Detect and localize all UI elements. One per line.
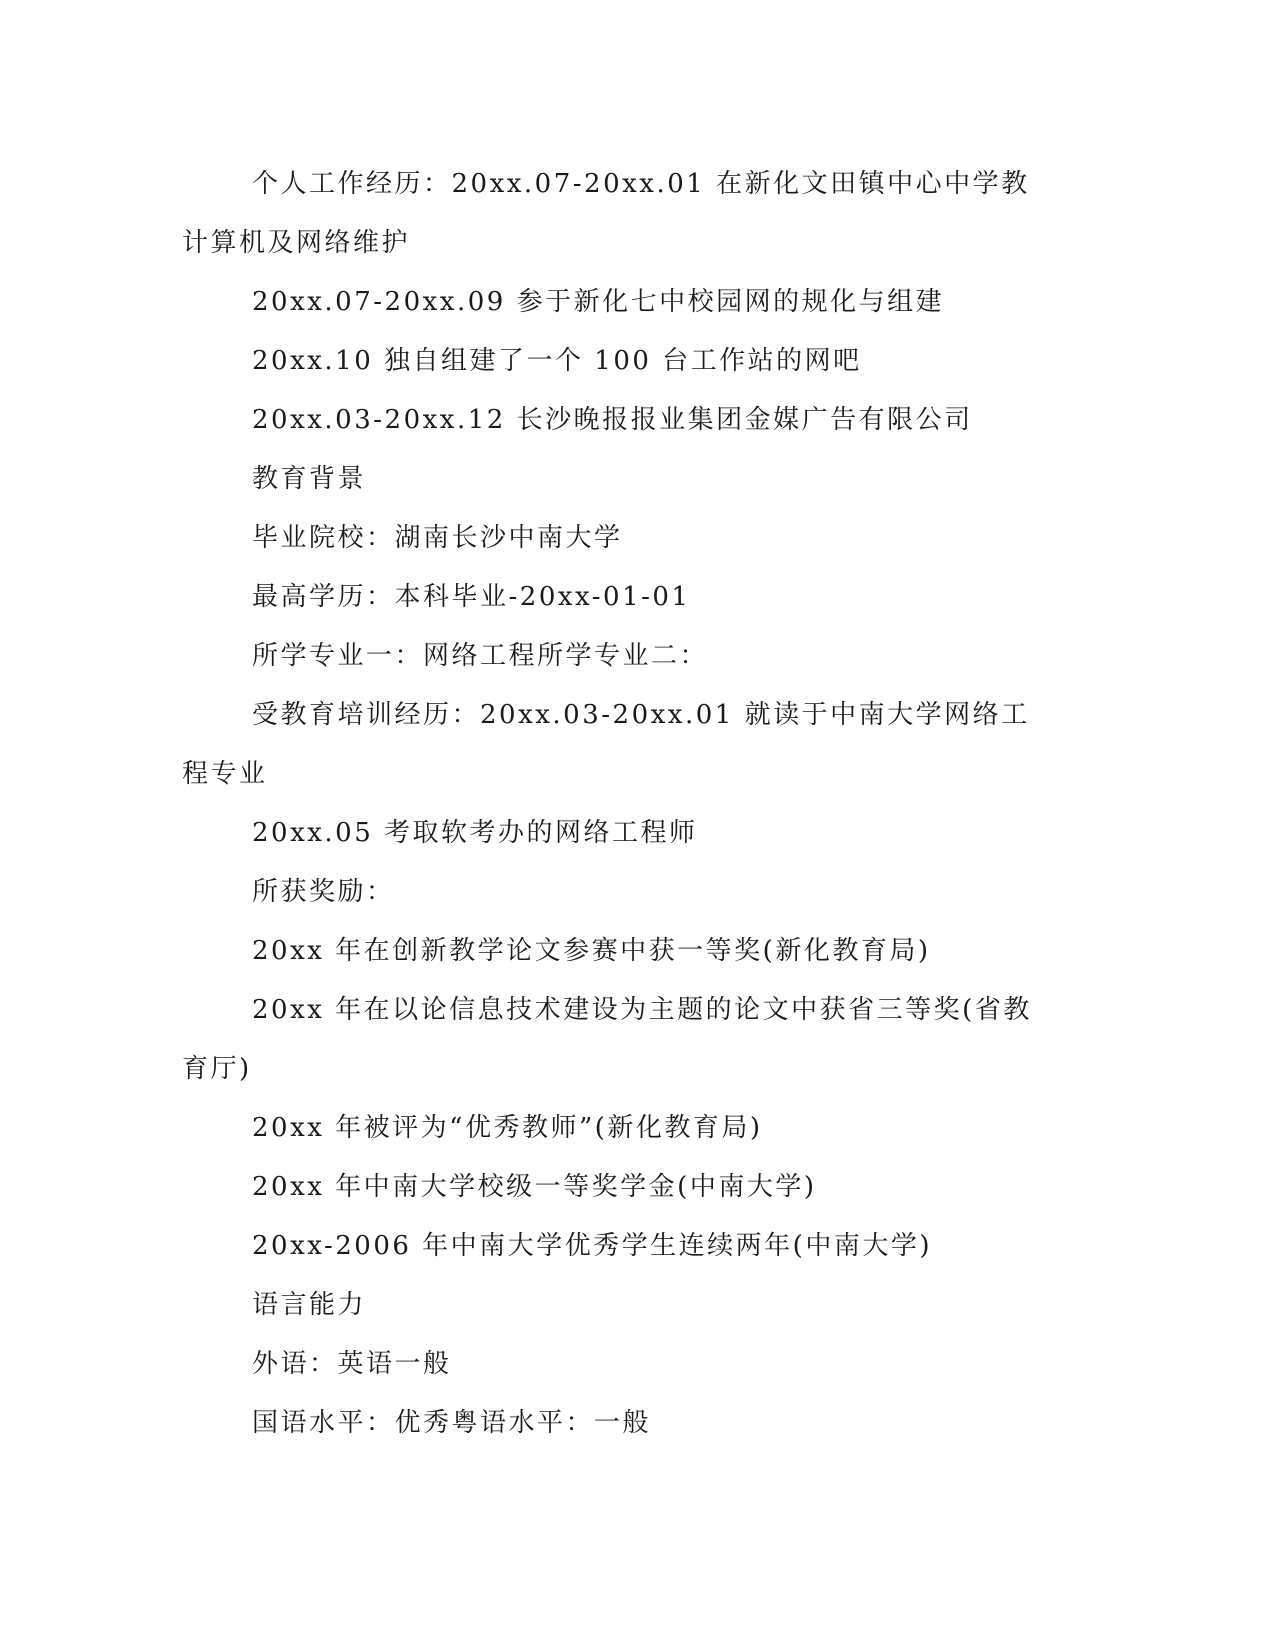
graduate-school: 毕业院校：湖南长沙中南大学 [252, 523, 623, 553]
work-history-item: 20xx.03-20xx.12 长沙晚报报业集团金媒广告有限公司 [252, 405, 973, 435]
award-item: 20xx 年在创新教学论文参赛中获一等奖(新化教育局) [252, 936, 931, 966]
award-item: 20xx 年在以论信息技术建设为主题的论文中获省三等奖(省教育厅) [182, 995, 1032, 1084]
training-history: 受教育培训经历：20xx.03-20xx.01 就读于中南大学网络工程专业 [182, 700, 1030, 789]
award-item: 20xx-2006 年中南大学优秀学生连续两年(中南大学) [252, 1231, 932, 1261]
highest-degree: 最高学历：本科毕业-20xx-01-01 [252, 582, 691, 612]
certification: 20xx.05 考取软考办的网络工程师 [252, 818, 698, 848]
award-item: 20xx 年被评为“优秀教师”(新化教育局) [252, 1113, 763, 1143]
awards-heading: 所获奖励： [252, 877, 395, 907]
work-history-item: 20xx.10 独自组建了一个 100 台工作站的网吧 [252, 346, 862, 376]
work-history-paragraph: 个人工作经历：20xx.07-20xx.01 在新化文田镇中心中学教计算机及网络维护 [182, 169, 1030, 258]
work-history-item: 20xx.07-20xx.09 参于新化七中校园网的规化与组建 [252, 287, 945, 317]
language-heading: 语言能力 [252, 1290, 367, 1320]
document-body [182, 155, 1042, 1453]
foreign-language: 外语：英语一般 [252, 1349, 452, 1379]
education-heading: 教育背景 [252, 464, 367, 494]
majors: 所学专业一：网络工程所学专业二： [252, 641, 709, 671]
dialect-level: 国语水平：优秀粤语水平：一般 [252, 1408, 652, 1438]
award-item: 20xx 年中南大学校级一等奖学金(中南大学) [252, 1172, 817, 1202]
